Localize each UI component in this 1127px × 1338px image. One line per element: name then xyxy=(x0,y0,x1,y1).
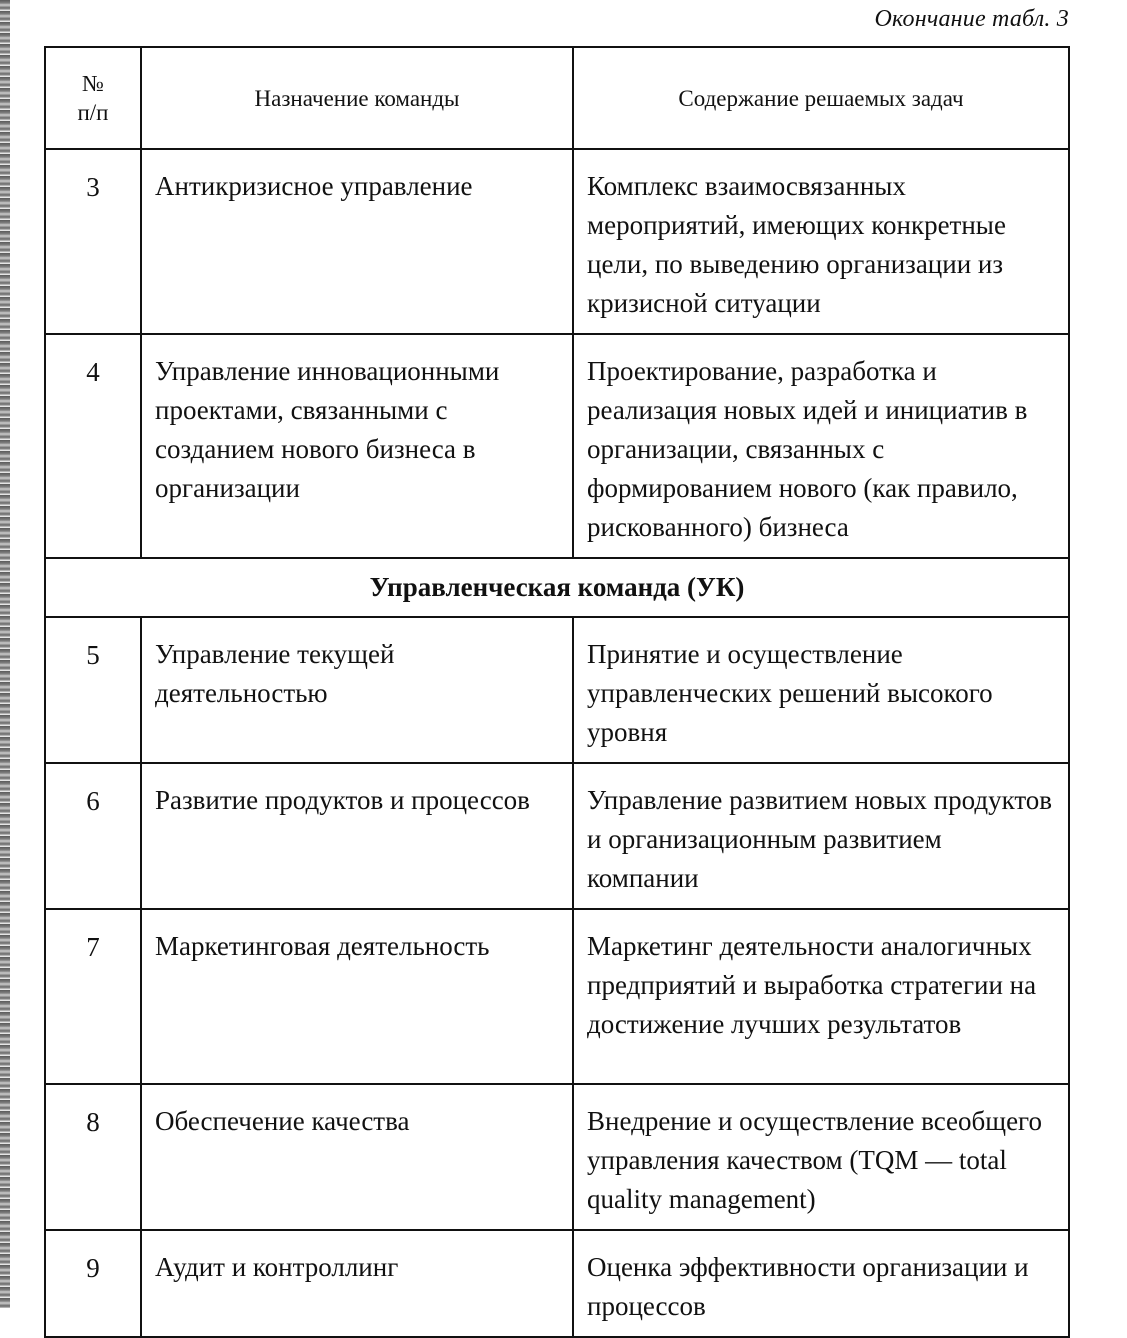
row-tasks: Маркетинг деятельности аналогичных предприятий и выработка стратегии на достижение лучших результатов xyxy=(573,909,1069,1084)
section-row xyxy=(45,558,1069,617)
row-tasks: Внедрение и осуществление всеобщего управления качеством (TQM — total quality management) xyxy=(573,1084,1069,1230)
header-command: Назначение команды xyxy=(141,47,573,149)
row-command: Управление текущей деятельностью xyxy=(141,617,573,763)
row-command: Обеспечение качества xyxy=(141,1084,573,1230)
row-num: 3 xyxy=(45,149,141,334)
header-num xyxy=(45,47,141,149)
table-row xyxy=(45,617,1069,763)
row-num: 6 xyxy=(45,763,141,909)
row-tasks: Управление развитием новых продуктов и организационным развитием компании xyxy=(573,763,1069,909)
commands-table xyxy=(44,46,1070,1338)
row-tasks: Оценка эффективности организации и процессов xyxy=(573,1230,1069,1337)
row-tasks: Проектирование, разработка и реализация новых идей и инициатив в организации, связанных с формированием нового (как правило, рискованного) бизнеса xyxy=(573,334,1069,558)
row-num: 4 xyxy=(45,334,141,558)
scan-edge xyxy=(0,0,10,1308)
row-num: 5 xyxy=(45,617,141,763)
row-num: 9 xyxy=(45,1230,141,1337)
section-title: Управленческая команда (УК) xyxy=(45,558,1069,617)
table-row xyxy=(45,149,1069,334)
table-row xyxy=(45,1230,1069,1337)
row-tasks: Комплекс взаимосвязанных мероприятий, имеющих конкретные цели, по выведению организации из кризисной ситуации xyxy=(573,149,1069,334)
table-row xyxy=(45,909,1069,1084)
row-command: Антикризисное управление xyxy=(141,149,573,334)
header-row xyxy=(45,47,1069,149)
row-tasks: Принятие и осуществление управленческих решений высокого уровня xyxy=(573,617,1069,763)
table-row xyxy=(45,763,1069,909)
row-command: Аудит и контроллинг xyxy=(141,1230,573,1337)
row-num: 8 xyxy=(45,1084,141,1230)
row-command: Маркетинговая деятельность xyxy=(141,909,573,1084)
table-row xyxy=(45,1084,1069,1230)
header-tasks: Содержание решаемых задач xyxy=(573,47,1069,149)
header-num-text: № п/п xyxy=(77,71,109,125)
table-caption: Окончание табл. 3 xyxy=(874,6,1069,32)
table-row xyxy=(45,334,1069,558)
row-command: Развитие продуктов и процессов xyxy=(141,763,573,909)
row-command: Управление инновационными проектами, связанными с созданием нового бизнеса в организации xyxy=(141,334,573,558)
row-num: 7 xyxy=(45,909,141,1084)
